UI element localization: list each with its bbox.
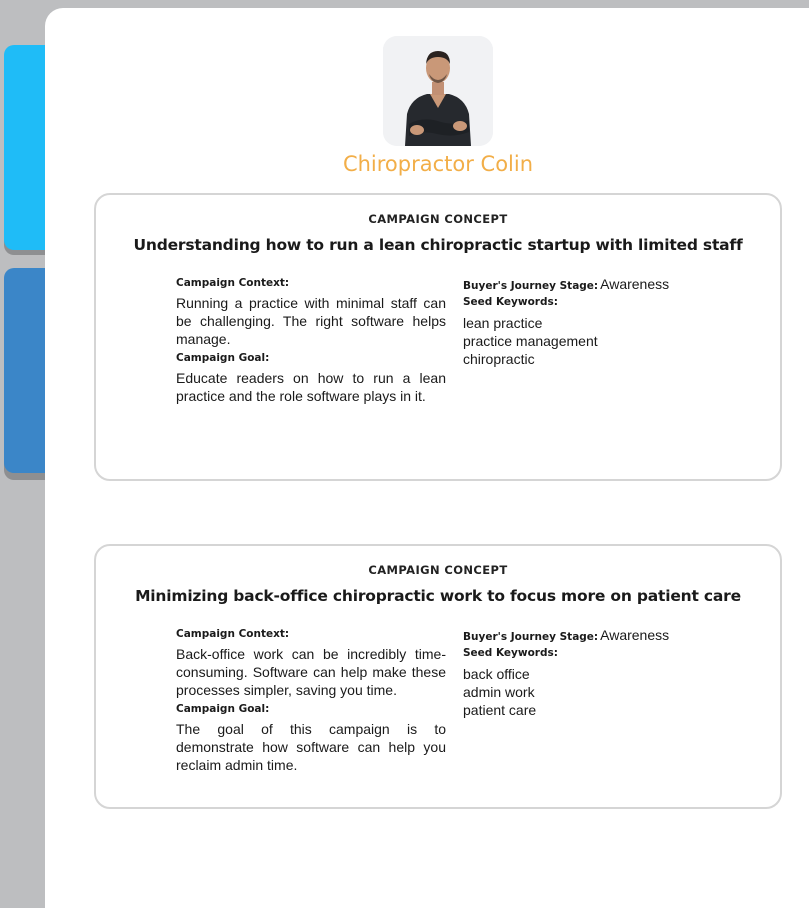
goal-text: Educate readers on how to run a lean practice and the role software plays in it. <box>176 370 446 404</box>
keyword: lean practice <box>463 315 543 331</box>
context-label: Campaign Context: <box>176 628 290 640</box>
keyword: back office <box>463 666 530 682</box>
keyword: practice management <box>463 333 598 349</box>
campaign-title: Minimizing back-office chiropractic work to focus more on patient care <box>135 587 741 605</box>
campaign-details-right <box>463 626 763 719</box>
campaign-details-left <box>176 626 446 776</box>
context-text: Back-office work can be incredibly time-consuming. Software can help make these processes simpler, saving you time. <box>176 646 446 698</box>
campaign-card <box>94 193 782 481</box>
campaign-title: Understanding how to run a lean chiropractic startup with limited staff <box>133 236 743 254</box>
goal-label: Campaign Goal: <box>176 352 270 364</box>
campaign-details-left <box>176 275 446 407</box>
stage-label: Buyer's Journey Stage: <box>463 280 599 292</box>
card-eyebrow: CAMPAIGN CONCEPT <box>368 212 508 226</box>
keyword-list <box>463 665 763 719</box>
journey-stage-row <box>463 275 763 294</box>
goal-label: Campaign Goal: <box>176 703 270 715</box>
keywords-label: Seed Keywords: <box>463 296 558 308</box>
stage-value: Awareness <box>600 627 670 643</box>
goal-text: The goal of this campaign is to demonstrate how software can help you reclaim admin time. <box>176 721 446 773</box>
campaign-details-right <box>463 275 763 368</box>
context-label: Campaign Context: <box>176 277 290 289</box>
keyword: chiropractic <box>463 351 535 367</box>
journey-stage-row <box>463 626 763 645</box>
context-text: Running a practice with minimal staff can be challenging. The right software helps manage. <box>176 295 446 347</box>
stage-label: Buyer's Journey Stage: <box>463 631 599 643</box>
card-eyebrow: CAMPAIGN CONCEPT <box>368 563 508 577</box>
persona-avatar <box>383 36 493 146</box>
persona-name: Chiropractor Colin <box>342 152 534 176</box>
person-photo-icon <box>383 36 493 146</box>
keyword-list <box>463 314 763 368</box>
campaign-card <box>94 544 782 809</box>
keywords-label: Seed Keywords: <box>463 647 558 659</box>
keyword: admin work <box>463 684 535 700</box>
keyword: patient care <box>463 702 537 718</box>
stage-value: Awareness <box>600 276 670 292</box>
